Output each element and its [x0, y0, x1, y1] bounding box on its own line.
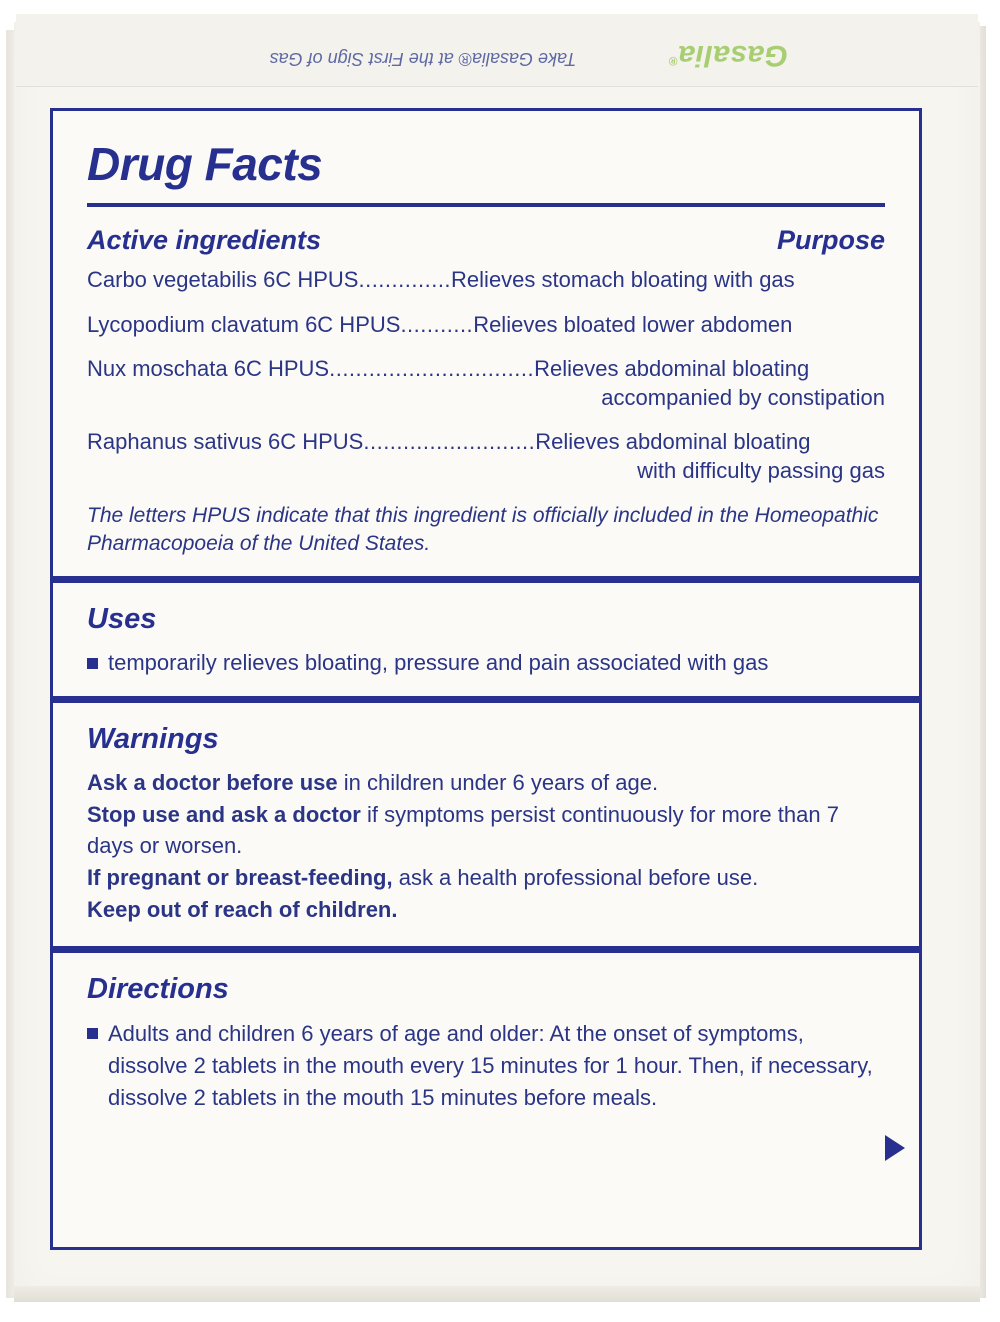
drug-facts-header: [53, 137, 919, 207]
brand-name: Gasalia: [677, 39, 788, 72]
directions-bullet: [87, 1018, 885, 1114]
warning-lead-in: Ask a doctor before use: [87, 769, 338, 795]
directions-text: Adults and children 6 years of age and older: At the onset of symptoms, dissolve 2 tablets in the mouth every 15 minutes for 1 hour. Then, if necessary, dissolve 2 tablets in the mouth 15 minutes before meals.: [108, 1020, 873, 1110]
carton-top-flap: [16, 14, 978, 87]
ingredient-row: [87, 266, 885, 295]
right-triangle-arrow-icon: [885, 1135, 905, 1161]
flap-tagline: Take Gasalia® at the First Sign of Gas: [269, 49, 577, 69]
ingredient-purpose: Relieves abdominal bloating: [534, 356, 810, 382]
section-divider: [53, 946, 919, 953]
warning-lead-in: Stop use and ask a doctor: [87, 802, 361, 828]
warnings-heading: Warnings: [87, 722, 219, 755]
bullet-square-icon: [87, 658, 98, 669]
warning-text: in children under 6 years of age.: [337, 769, 659, 795]
uses-bullet: [87, 648, 885, 678]
ingredient-name: Lycopodium clavatum 6C HPUS: [87, 311, 401, 337]
brand-logo: [668, 38, 788, 72]
ingredient-row: [87, 355, 885, 412]
drug-facts-title: Drug Facts: [87, 138, 323, 190]
warning-line: [87, 863, 885, 893]
warning-line: [87, 895, 885, 925]
ingredient-leader-dots: ..........................: [363, 429, 536, 455]
ingredient-name: Raphanus sativus 6C HPUS: [87, 429, 364, 455]
warning-text: ask a health professional before use.: [392, 865, 759, 891]
drug-facts-panel: [50, 108, 922, 1250]
ingredient-name: Nux moschata 6C HPUS: [87, 356, 330, 382]
active-ingredients-heading-row: [87, 225, 885, 256]
brand-registered-mark: ®: [668, 54, 678, 68]
warning-line: [87, 800, 885, 861]
ingredient-purpose-line2: accompanied by constipation: [601, 384, 885, 410]
ingredient-row: [87, 311, 885, 340]
active-ingredients-heading: Active ingredients: [87, 225, 322, 255]
warning-lead-in: Keep out of reach of children.: [87, 897, 398, 923]
ingredient-purpose: Relieves bloated lower abdomen: [473, 311, 793, 337]
section-divider: [53, 696, 919, 703]
ingredient-purpose: Relieves stomach bloating with gas: [451, 267, 795, 292]
warning-lead-in: If pregnant or breast-feeding,: [87, 865, 393, 891]
carton-bottom-edge: [14, 1286, 980, 1302]
title-rule: [87, 203, 885, 207]
warning-text: if symptoms persist continuously for more than 7 days or worsen.: [87, 802, 839, 858]
active-ingredients-section: [53, 225, 919, 576]
flap-printing: [16, 14, 978, 86]
ingredient-name: Carbo vegetabilis 6C HPUS: [87, 267, 359, 292]
directions-heading: Directions: [87, 972, 229, 1005]
ingredient-purpose: Relieves abdominal bloating: [535, 429, 811, 455]
uses-heading: Uses: [87, 603, 157, 636]
ingredient-leader-dots: ...........: [400, 311, 474, 337]
ingredient-row: [87, 428, 885, 485]
purpose-heading: Purpose: [776, 225, 885, 255]
warnings-section: [53, 703, 919, 946]
ingredient-purpose-line2: with difficulty passing gas: [637, 457, 885, 483]
ingredient-leader-dots: ..............: [358, 267, 452, 292]
uses-bullet-text: temporarily relieves bloating, pressure and pain associated with gas: [108, 650, 769, 676]
warning-line: [87, 768, 885, 798]
hpus-note: The letters HPUS indicate that this ingredient is officially included in the Homeopathic Pharmacopoeia of the United States.: [87, 503, 879, 555]
directions-section: [53, 953, 919, 1177]
bullet-square-icon: [87, 1028, 98, 1039]
ingredient-leader-dots: ...............................: [329, 356, 535, 382]
section-divider: [53, 576, 919, 583]
uses-section: [53, 583, 919, 696]
